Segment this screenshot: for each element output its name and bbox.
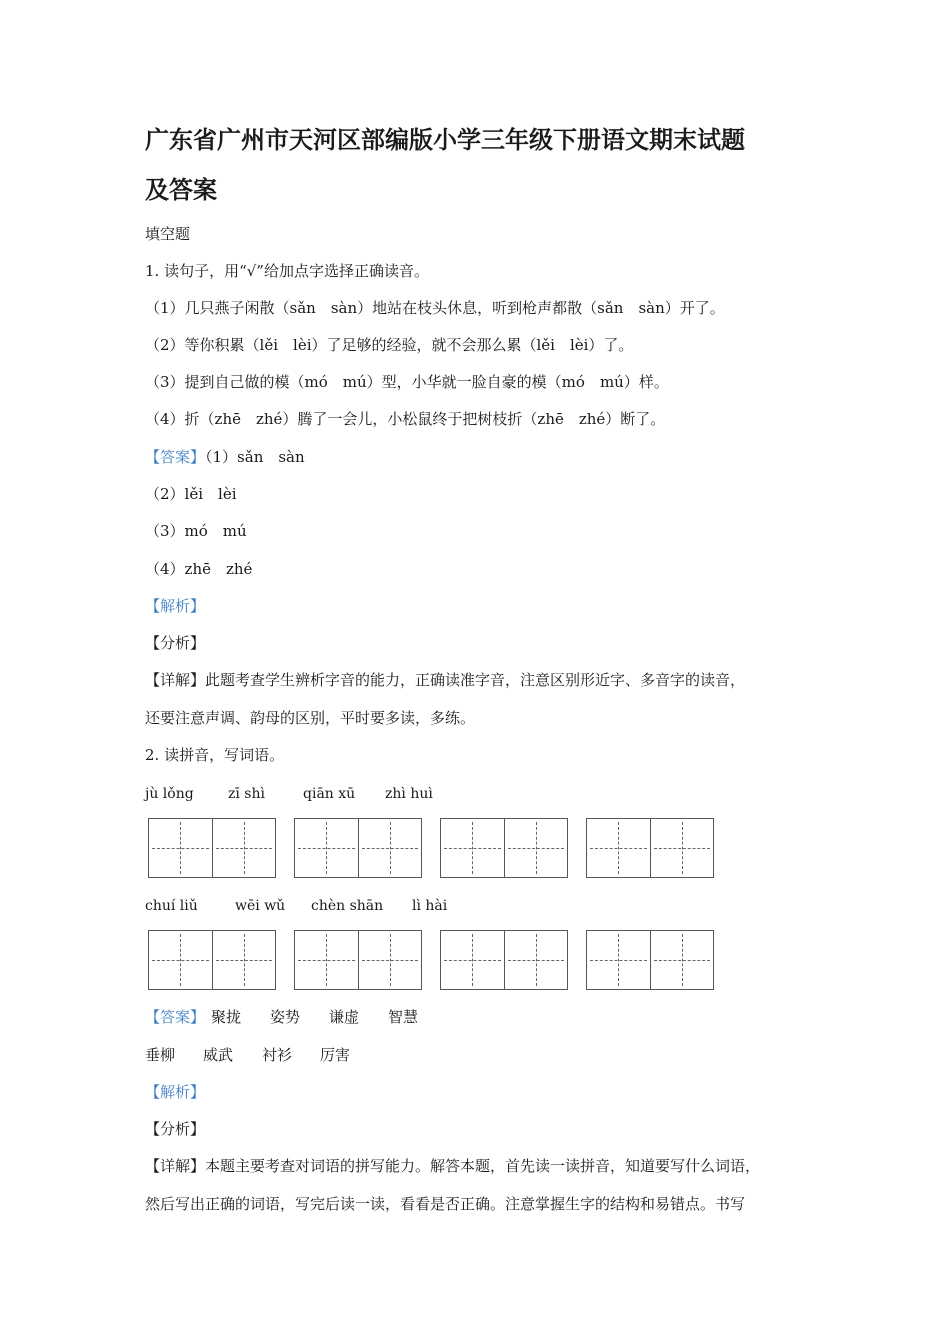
pinyin: jù lǒng bbox=[145, 786, 194, 802]
pinyin: chèn shān bbox=[311, 898, 384, 914]
answer-word: 厉害 bbox=[320, 1046, 351, 1064]
answer-word: 威武 bbox=[203, 1046, 234, 1064]
writing-box[interactable] bbox=[586, 930, 714, 990]
q1-answer-line-1 bbox=[145, 448, 305, 466]
pinyin: qiān xū bbox=[303, 786, 356, 802]
answer-word: 聚拢 bbox=[211, 1008, 242, 1026]
q1-item-2: （2）等你积累（lěi lèi）了足够的经验，就不会那么累（lěi lèi）了。 bbox=[145, 336, 634, 354]
answer-tag: 【答案】 bbox=[145, 1008, 206, 1026]
writing-box[interactable] bbox=[294, 930, 422, 990]
q2-prompt: 2. 读拼音，写词语。 bbox=[145, 746, 285, 764]
pinyin: chuí liǔ bbox=[145, 898, 198, 914]
q2-detail-1: 【详解】本题主要考查对词语的拼写能力。解答本题，首先读一读拼音，知道要写什么词语， bbox=[145, 1157, 761, 1175]
writing-box[interactable] bbox=[440, 818, 568, 878]
q1-answer-3: （3）mó mú bbox=[145, 522, 247, 540]
q1-fenxi: 【分析】 bbox=[145, 634, 206, 652]
answer-word: 姿势 bbox=[270, 1008, 301, 1026]
writing-grid-row-2 bbox=[148, 930, 718, 992]
q1-answer-2: （2）lěi lèi bbox=[145, 485, 237, 503]
q1-detail-2: 还要注意声调、韵母的区别，平时要多读，多练。 bbox=[145, 709, 476, 727]
q2-answer-row-1 bbox=[145, 1008, 545, 1026]
q1-answer-1: （1）sǎn sàn bbox=[205, 448, 305, 466]
answer-word: 智慧 bbox=[388, 1008, 419, 1026]
pinyin-row-2 bbox=[145, 897, 745, 915]
writing-box[interactable] bbox=[586, 818, 714, 878]
document-title-line1: 广东省广州市天河区部编版小学三年级下册语文期末试题 bbox=[145, 126, 745, 154]
document-title-line2: 及答案 bbox=[145, 176, 217, 204]
answer-tag: 【答案】 bbox=[145, 448, 206, 466]
pinyin: lì hài bbox=[412, 898, 448, 914]
answer-word: 垂柳 bbox=[145, 1046, 176, 1064]
pinyin: wēi wǔ bbox=[235, 898, 286, 914]
q2-fenxi: 【分析】 bbox=[145, 1120, 206, 1138]
q1-item-3: （3）提到自己做的模（mó mú）型，小华就一脸自豪的模（mó mú）样。 bbox=[145, 373, 669, 391]
q1-analysis-tag: 【解析】 bbox=[145, 597, 206, 615]
pinyin-row-1 bbox=[145, 785, 745, 803]
writing-box[interactable] bbox=[148, 930, 276, 990]
answer-word: 谦虚 bbox=[329, 1008, 360, 1026]
q1-detail-1: 【详解】此题考查学生辨析字音的能力，正确读准字音，注意区别形近字、多音字的读音， bbox=[145, 671, 746, 689]
q2-answer-row-2 bbox=[145, 1046, 545, 1064]
q1-item-4: （4）折（zhē zhé）腾了一会儿，小松鼠终于把树枝折（zhē zhé）断了。 bbox=[145, 410, 666, 428]
pinyin: zhì huì bbox=[385, 786, 433, 802]
writing-box[interactable] bbox=[294, 818, 422, 878]
writing-grid-row-1 bbox=[148, 818, 718, 880]
q1-answer-4: （4）zhē zhé bbox=[145, 560, 253, 578]
answer-word: 衬衫 bbox=[262, 1046, 293, 1064]
section-type: 填空题 bbox=[145, 225, 191, 243]
writing-box[interactable] bbox=[148, 818, 276, 878]
q1-prompt: 1. 读句子，用“√”给加点字选择正确读音。 bbox=[145, 262, 429, 280]
writing-box[interactable] bbox=[440, 930, 568, 990]
pinyin: zī shì bbox=[228, 786, 265, 802]
q2-detail-2: 然后写出正确的词语，写完后读一读，看看是否正确。注意掌握生字的结构和易错点。书写 bbox=[145, 1195, 746, 1213]
q1-item-1: （1）几只燕子闲散（sǎn sàn）地站在枝头休息，听到枪声都散（sǎn sàn）开了。 bbox=[145, 299, 725, 317]
q2-analysis-tag: 【解析】 bbox=[145, 1083, 206, 1101]
